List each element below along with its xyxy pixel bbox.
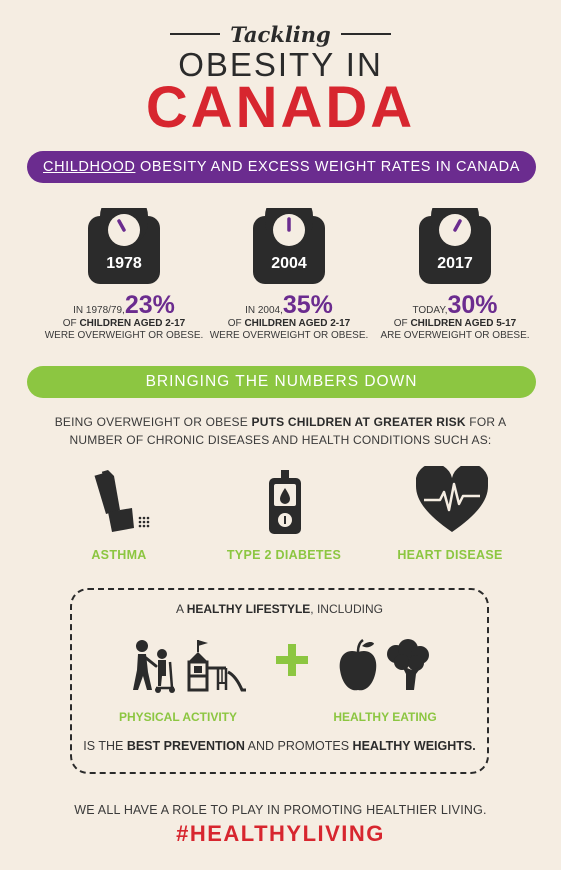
stat-tail: ARE OVERWEIGHT OR OBESE.	[380, 330, 530, 341]
disease-label-diabetes: TYPE 2 DIABETES	[226, 548, 342, 562]
scale-year-2017: 2017	[437, 255, 473, 272]
scale-icon	[417, 208, 493, 286]
numbers-down-banner: BRINGING THE NUMBERS DOWN	[27, 366, 536, 398]
stat-group: CHILDREN AGED 2-17	[244, 318, 351, 329]
physical-activity-label: PHYSICAL ACTIVITY	[118, 710, 237, 724]
healthy-eating-label: HEALTHY EATING	[333, 710, 437, 724]
plus-icon	[272, 640, 312, 680]
footer-message: WE ALL HAVE A ROLE TO PLAY IN PROMOTING HEALTHIER LIVING.	[74, 803, 487, 817]
prevention-text: IS THE BEST PREVENTION AND PROMOTES HEALTHY WEIGHTS.	[83, 739, 476, 753]
scale-icon	[251, 208, 327, 286]
title-line-1: OBESITY IN	[178, 46, 383, 83]
banner-rest: OBESITY AND EXCESS WEIGHT RATES IN CANADA	[135, 159, 520, 175]
disease-label-asthma: ASTHMA	[91, 548, 147, 562]
kicker: Tackling	[230, 21, 331, 47]
scale-icon	[86, 208, 162, 286]
stat-tail: WERE OVERWEIGHT OR OBESE.	[209, 330, 369, 341]
scale-year-2004: 2004	[271, 255, 307, 272]
stat-percent: 30%	[447, 291, 498, 319]
stat-percent: 35%	[282, 291, 333, 319]
scale-year-1978: 1978	[106, 255, 142, 272]
healthy-eating-icon	[336, 638, 436, 694]
stat-percent: 23%	[124, 291, 175, 319]
inhaler-icon	[86, 466, 156, 536]
stat-2004: IN 2004,35% OF CHILDREN AGED 2-17 WERE OVERWEIGHT OR OBESE.	[209, 291, 369, 341]
kicker-rule-left	[170, 33, 220, 35]
stat-2017: TODAY,30% OF CHILDREN AGED 5-17 ARE OVERWEIGHT OR OBESE.	[380, 291, 530, 341]
kicker-rule-right	[341, 33, 391, 35]
healthy-lifestyle-text: A HEALTHY LIFESTYLE, INCLUDING	[176, 602, 383, 616]
banner-underlined-word: CHILDHOOD	[43, 159, 136, 175]
stat-tail: WERE OVERWEIGHT OR OBESE.	[44, 330, 204, 341]
stat-group: CHILDREN AGED 2-17	[79, 318, 186, 329]
childhood-obesity-banner	[27, 151, 536, 183]
physical-activity-icon	[128, 638, 248, 694]
glucose-meter-icon	[267, 470, 303, 534]
hashtag: #HEALTHYLIVING	[176, 821, 385, 846]
stat-1978: IN 1978/79,23% OF CHILDREN AGED 2-17 WERE OVERWEIGHT OR OBESE.	[44, 291, 204, 341]
title-line-2: CANADA	[145, 75, 416, 140]
heart-icon	[416, 466, 488, 534]
disease-label-heart: HEART DISEASE	[397, 548, 503, 562]
risk-text: BEING OVERWEIGHT OR OBESE PUTS CHILDREN AT GREATER RISK FOR A NUMBER OF CHRONIC DISEASES AND HEALTH CONDITIONS SUCH AS:	[54, 415, 507, 447]
stat-group: CHILDREN AGED 5-17	[410, 318, 517, 329]
